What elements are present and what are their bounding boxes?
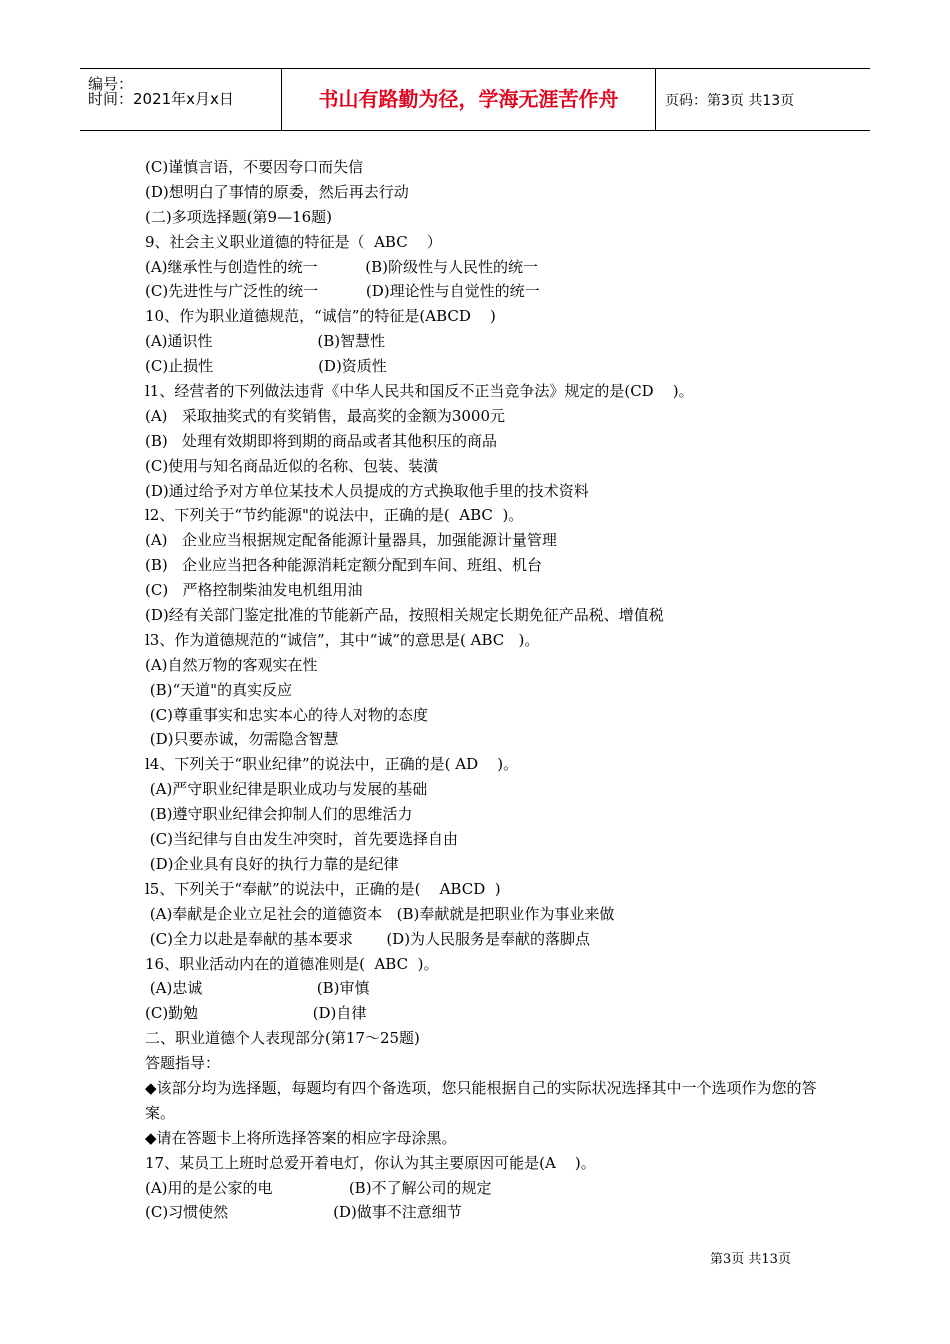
- number-label: 编号：: [88, 75, 134, 93]
- text-line: (A) 企业应当根据规定配备能源计量器具，加强能源计量管理: [145, 531, 557, 550]
- text-line: (B)遵守职业纪律会抑制人们的思维活力: [145, 805, 413, 824]
- header-motto: [281, 69, 656, 130]
- text-line: l4、下列关于“职业纪律”的说法中，正确的是( AD )。: [145, 755, 519, 774]
- text-line: (A) 采取抽奖式的有奖销售，最高奖的金额为3000元: [145, 406, 506, 425]
- text-line: l5、下列关于“奉献”的说法中，正确的是( ABCD ): [145, 879, 501, 898]
- page-label: 页码：第3页 共13页: [665, 93, 795, 109]
- text-line: l3、作为道德规范的“诚信”，其中“诚”的意思是( ABC )。: [145, 630, 540, 649]
- instruction-paragraph: ◆该部分均为选择题，每题均有四个备选项，您只能根据自己的实际状况选择其中一个选项作为您的答案。: [145, 1078, 817, 1122]
- text-line: l1、经营者的下列做法违背《中华人民共和国反不正当竞争法》规定的是(CD )。: [145, 382, 694, 401]
- text-line: 9、社会主义职业道德的特征是（ ABC ）: [145, 232, 442, 251]
- text-line: (C)习惯使然 (D)做事不注意细节: [145, 1203, 462, 1222]
- text-line: (二)多项选择题(第9—16题): [145, 207, 333, 226]
- text-line: ◆请在答题卡上将所选择答案的相应字母涂黑。: [145, 1128, 457, 1147]
- text-line: (C)使用与知名商品近似的名称、包装、装潢: [145, 456, 439, 475]
- text-line: (D)经有关部门鉴定批准的节能新产品，按照相关规定长期免征产品税、增值税: [145, 606, 664, 625]
- text-line: (C)勤勉 (D)自律: [145, 1004, 367, 1023]
- text-line: (C)当纪律与自由发生冲突时，首先要选择自由: [145, 830, 458, 849]
- text-line: (D)只要赤诚，勿需隐含智慧: [145, 730, 339, 749]
- text-line: (D)企业具有良好的执行力靠的是纪律: [145, 854, 399, 873]
- text-line: (B) 企业应当把各种能源消耗定额分配到车间、班组、机台: [145, 556, 543, 575]
- text-line: 16、职业活动内在的道德准则是( ABC )。: [145, 954, 439, 973]
- text-line: (A)通识性 (B)智慧性: [145, 332, 386, 351]
- text-line: (A)用的是公家的电 (B)不了解公司的规定: [145, 1178, 492, 1197]
- text-line: (B) 处理有效期即将到期的商品或者其他积压的商品: [145, 431, 498, 450]
- text-line: (C) 严格控制柴油发电机组用油: [145, 581, 363, 600]
- time-label: 时间：2021年x月x日: [88, 90, 234, 108]
- motto-text: 书山有路勤为径，学海无涯苦作舟: [318, 87, 619, 111]
- text-line: 答题指导：: [145, 1054, 221, 1073]
- text-line: (C)全力以赴是奉献的基本要求 (D)为人民服务是奉献的落脚点: [145, 929, 591, 948]
- text-line: (C)尊重事实和忠实本心的待人对物的态度: [145, 705, 428, 724]
- document-body: [145, 155, 835, 1225]
- text-line: (A)继承性与创造性的统一 (B)阶级性与人民性的统一: [145, 257, 538, 276]
- text-line: (D)想明白了事情的原委，然后再去行动: [145, 182, 409, 201]
- text-line: (A)奉献是企业立足社会的道德资本 (B)奉献就是把职业作为事业来做: [145, 904, 615, 923]
- text-line: 二、职业道德个人表现部分(第17～25题): [145, 1029, 420, 1048]
- text-line: (D)通过给予对方单位某技术人员提成的方式换取他手里的技术资料: [145, 481, 589, 500]
- text-line: (C)谨慎言语，不要因夸口而失信: [145, 158, 364, 176]
- text-line: (A)严守职业纪律是职业成功与发展的基础: [145, 780, 428, 799]
- text-line: (C)先进性与广泛性的统一 (D)理论性与自觉性的统一: [145, 282, 540, 301]
- text-line: (A)忠诚 (B)审慎: [145, 979, 370, 998]
- text-line: 10、作为职业道德规范，“诚信”的特征是(ABCD ): [145, 307, 496, 326]
- header-left: [80, 69, 280, 130]
- text-line: 17、某员工上班时总爱开着电灯，你认为其主要原因可能是(A )。: [145, 1153, 596, 1172]
- text-line: l2、下列关于“节约能源"的说法中，正确的是( ABC )。: [145, 506, 524, 525]
- header-right: [655, 69, 870, 130]
- text-line: (A)自然万物的客观实在性: [145, 655, 318, 674]
- text-line: (B)“天道"的真实反应: [145, 680, 293, 699]
- text-line: (C)止损性 (D)资质性: [145, 357, 387, 376]
- page-header: [80, 68, 870, 131]
- page-footer: 第3页 共13页: [710, 1252, 791, 1267]
